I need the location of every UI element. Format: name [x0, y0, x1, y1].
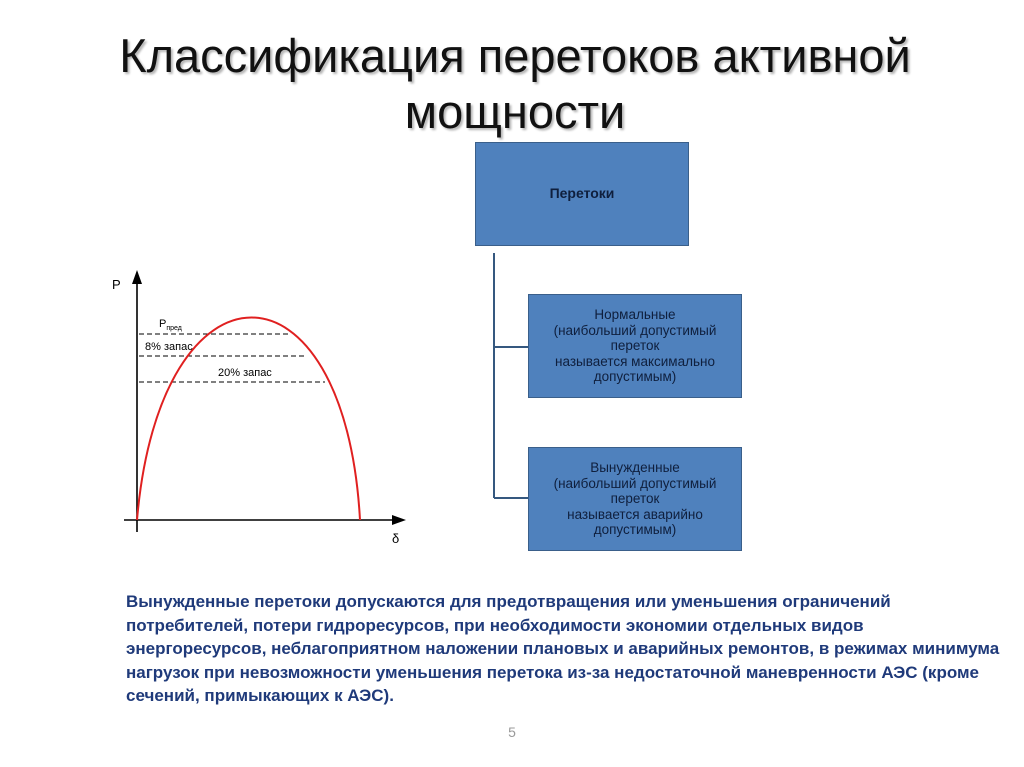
- x-axis-arrow-icon: [392, 515, 406, 525]
- normal-box-line: допустимым): [593, 369, 677, 385]
- forced-box-line: называется аварийно: [567, 506, 703, 522]
- normal-flows-box: [528, 294, 742, 398]
- p-pred-sub: пред: [166, 325, 182, 332]
- reserve-20-label: 20% запас: [218, 367, 272, 379]
- p-pred-main: P: [159, 318, 167, 330]
- forced-flows-box: [528, 447, 742, 551]
- normal-box-line: (наибольший допустимый: [553, 322, 717, 338]
- y-axis-arrow-icon: [132, 270, 142, 284]
- x-axis-label: δ: [392, 531, 400, 546]
- normal-box-line: переток: [610, 338, 660, 354]
- forced-box-line: (наибольший допустимый: [553, 475, 717, 491]
- normal-box-line: называется максимально: [555, 353, 715, 369]
- root-box-flows: [475, 142, 689, 246]
- forced-box-line: допустимым): [593, 522, 677, 538]
- p-pred-label: [159, 318, 182, 332]
- slide-title: Классификация перетоков активной мощности: [119, 29, 911, 138]
- reserve-8-label: 8% запас: [145, 341, 193, 353]
- forced-box-line: Вынужденные: [590, 460, 680, 476]
- y-axis-label: P: [112, 277, 121, 292]
- normal-box-line: Нормальные: [594, 307, 676, 323]
- body-paragraph: Вынужденные перетоки допускаются для предотвращения или уменьшения ограничений потребителей, потери гидроресурсов, при необходимости экономии отдельных видов энергоресурсов, неблагоприятном наложении плановых и аварийных ремонтов, в режимах минимума нагрузок при невозможности уменьшения перетока из-за недостаточной маневренности АЭС (кроме сечений, примыкающих к АЭС).: [126, 592, 1000, 706]
- forced-box-line: переток: [610, 491, 660, 507]
- root-box-label: Перетоки: [549, 185, 615, 202]
- page-number: 5: [508, 724, 516, 740]
